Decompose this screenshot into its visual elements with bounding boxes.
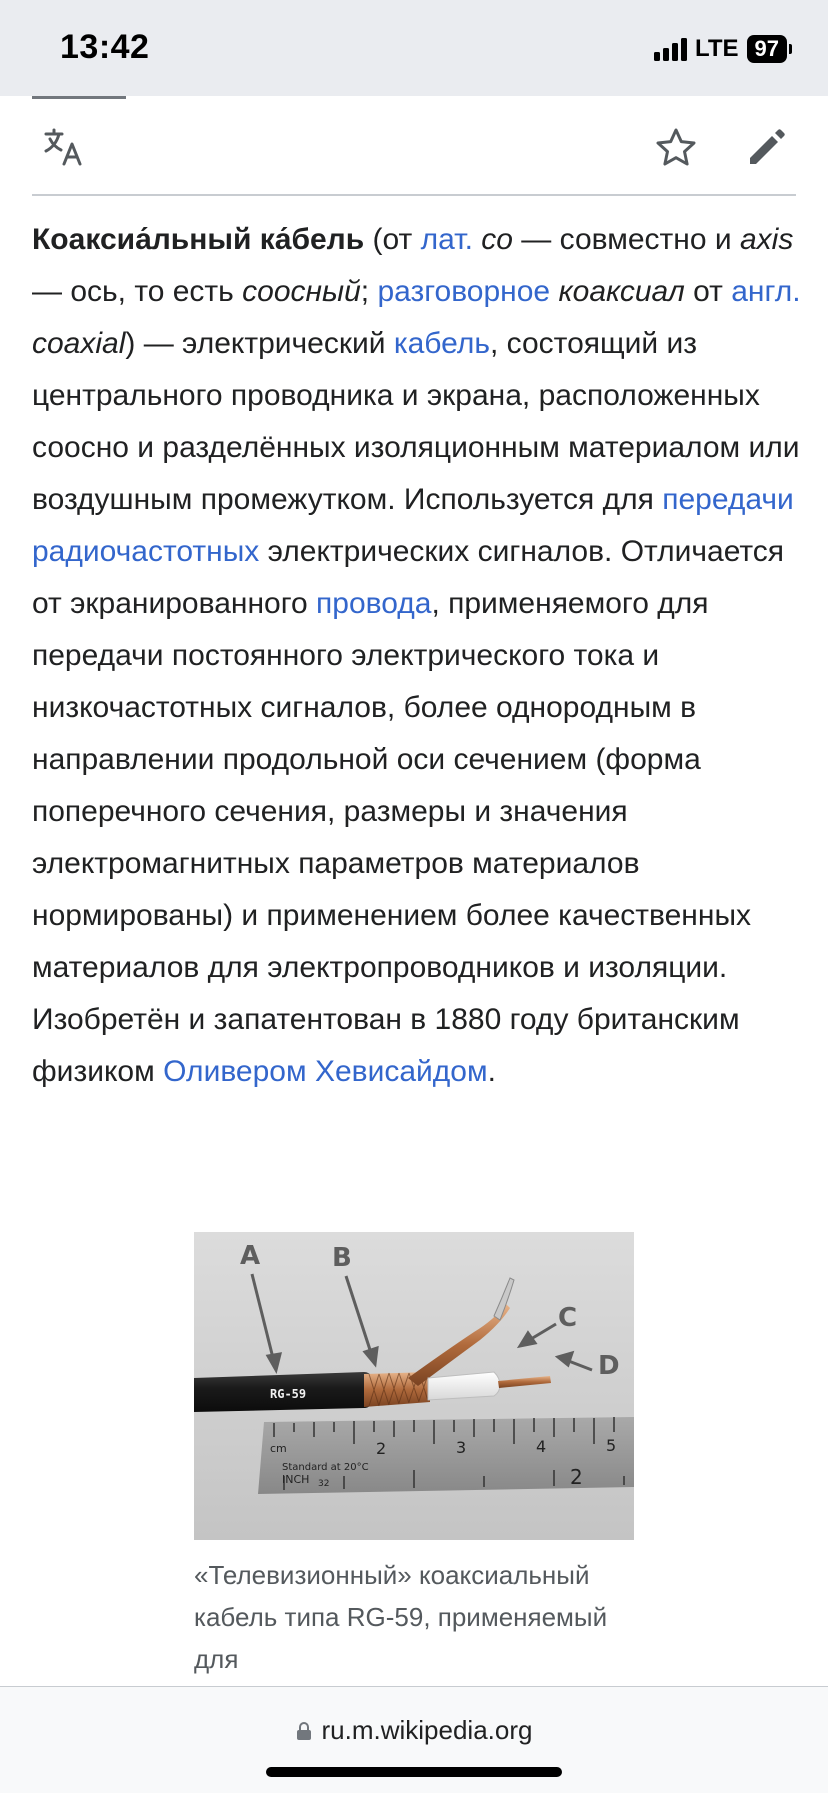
ruler-standard-text: Standard at 20°C [282, 1462, 369, 1473]
italic-term: соосный [242, 275, 361, 308]
italic-term: coaxial [32, 327, 126, 360]
label-a: A [240, 1241, 261, 1271]
article-title-term: Коаксиа́льный ка́бель [32, 223, 365, 256]
star-icon[interactable] [654, 126, 698, 170]
label-c: C [558, 1303, 578, 1333]
battery-icon [747, 35, 792, 63]
italic-term: co [481, 223, 513, 256]
italic-term: axis [739, 223, 794, 256]
article-link[interactable]: разговорное [377, 275, 551, 308]
article-link[interactable]: лат. [420, 223, 473, 256]
browser-bottom-bar [0, 1686, 828, 1793]
body-text: от [684, 275, 732, 308]
article-link[interactable]: передачи радиочастотных [32, 483, 794, 568]
ruler-inch-label: INCH [282, 1473, 310, 1486]
body-text: — совместно и [512, 223, 740, 256]
tab-indicator [32, 96, 126, 99]
body-text: ; [360, 275, 378, 308]
body-text: . [487, 1055, 496, 1088]
ruler-number-4: 5 [606, 1436, 617, 1455]
battery-level: 97 [747, 35, 787, 63]
lock-icon [296, 1721, 312, 1741]
figure-caption: «Телевизионный» коаксиальный кабель типа RG-59, применяемый для [194, 1560, 608, 1674]
body-text: (от [364, 223, 421, 256]
coaxial-cable-photo[interactable] [194, 1232, 634, 1540]
network-type: LTE [694, 35, 739, 62]
body-text: , состоящий из центрального проводника и экрана, расположенных соосно и разделённых изоляционным материалом или воздушным промежутком. Используется для [32, 327, 800, 516]
label-d: D [598, 1351, 620, 1381]
body-text: ) — электрический [125, 327, 394, 360]
status-time: 13:42 [60, 28, 150, 66]
status-indicators [654, 34, 792, 64]
cable-figure [194, 1232, 634, 1680]
article-link[interactable]: провода [316, 587, 432, 620]
article-link[interactable]: кабель [393, 327, 490, 360]
ruler-unit-cm: cm [270, 1442, 287, 1455]
article-link[interactable]: Оливером Хевисайдом [163, 1055, 488, 1088]
ruler-number-2: 3 [456, 1438, 467, 1457]
body-text [473, 223, 481, 256]
edit-pencil-icon[interactable] [744, 126, 788, 170]
signal-icon [654, 37, 687, 61]
url-text: ru.m.wikipedia.org [321, 1715, 533, 1745]
page-actions-toolbar [32, 100, 796, 196]
body-text: электрических сигналов. Отличается от экранированного [32, 535, 785, 620]
cable-marking: RG-59 [270, 1387, 307, 1401]
label-b: B [332, 1243, 352, 1273]
address-bar[interactable] [0, 1715, 828, 1746]
home-indicator [266, 1767, 562, 1777]
article-content [32, 214, 802, 1098]
ruler-number-3: 4 [536, 1437, 547, 1456]
ruler-inch-number: 2 [570, 1465, 583, 1489]
ruler-fraction: 32 [318, 1479, 330, 1489]
status-bar [0, 0, 828, 96]
ruler-number-1: 2 [376, 1439, 387, 1458]
body-text: , применяемого для передачи постоянного электрического тока и низкочастотных сигналов, более однородным в направлении продольной оси сечением (форма поперечного сечения, размеры и значения электромагнитных параметров материалов нормированы) и применением более качественных материалов для электропроводников и изоляции. Изобретён и запатентован в 1880 году британским физиком [32, 587, 752, 1088]
language-icon[interactable] [42, 126, 86, 170]
article-link[interactable]: англ. [731, 275, 801, 308]
body-text: — ось, то есть [32, 275, 243, 308]
intro-paragraph [32, 214, 802, 1098]
italic-term: коаксиал [558, 275, 685, 308]
